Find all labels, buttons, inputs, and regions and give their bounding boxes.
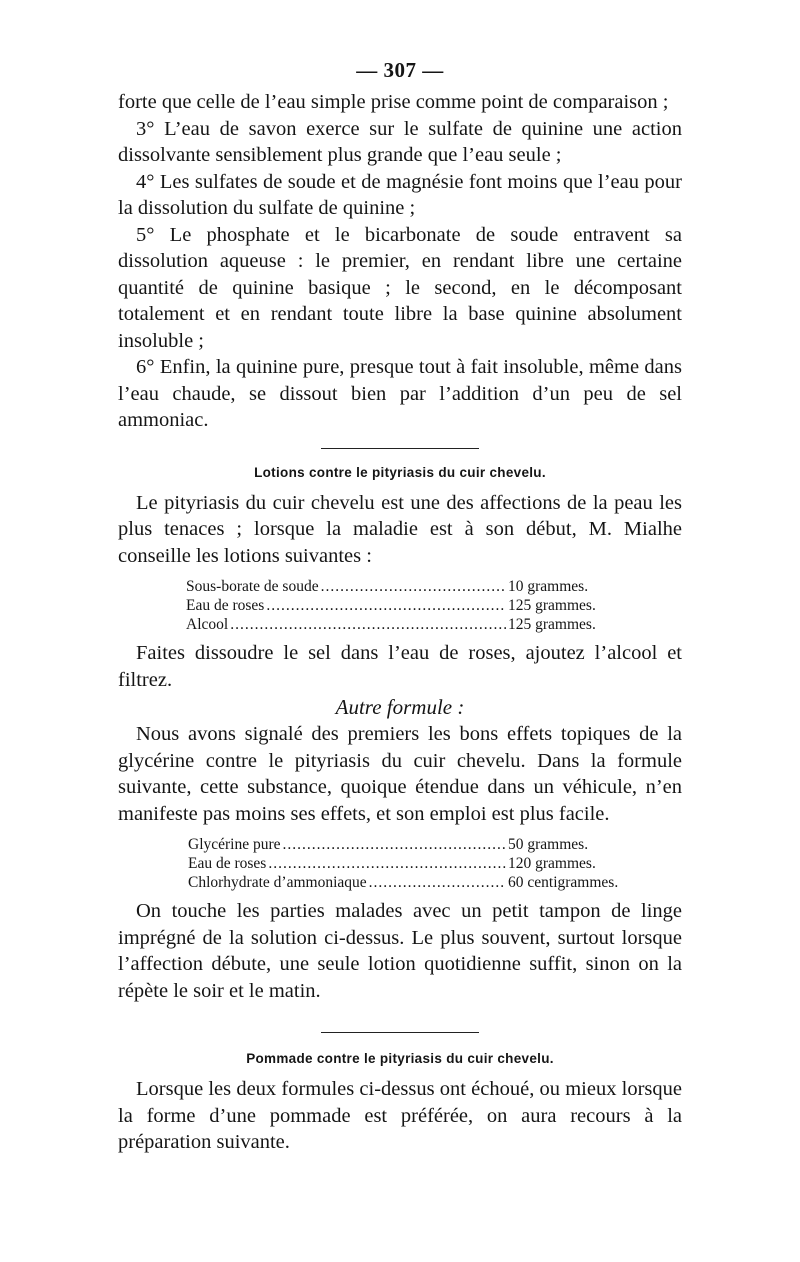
ingredient-name: Glycérine pure	[188, 836, 281, 853]
paragraph: Faites dissoudre le sel dans l’eau de roses, ajoutez l’alcool et filtrez.	[118, 642, 682, 691]
ingredient-name: Chlorhydrate d’ammoniaque	[188, 874, 367, 891]
ingredient-quantity: 50 grammes.	[508, 836, 589, 853]
recipe-row	[186, 615, 626, 634]
paragraph: 6° Enfin, la quinine pure, presque tout à fait insoluble, même dans l’eau chaude, se dissout bien par l’addition d’un peu de sel ammoniac.	[118, 356, 682, 431]
ingredient-quantity: 10 grammes.	[508, 578, 589, 595]
page-number: — 307 —	[356, 58, 444, 82]
recipe-row	[186, 596, 626, 615]
recipe-row	[186, 577, 626, 596]
paragraph: 3° L’eau de savon exerce sur le sulfate de quinine une action dissolvante sensiblement plus grande que l’eau seule ;	[118, 117, 682, 166]
paragraph: On touche les parties malades avec un petit tampon de linge imprégné de la solution ci-dessus. Le plus souvent, surtout lorsque l’affection débute, une seule lotion quotidienne suffit, sinon on la répète le soir et le matin.	[118, 900, 682, 1002]
section-heading: Lotions contre le pityriasis du cuir chevelu.	[254, 464, 546, 480]
ingredient-quantity: 125 grammes.	[508, 616, 596, 633]
paragraph: 4° Les sulfates de soude et de magnésie font moins que l’eau pour la dissolution du sulfate de quinine ;	[118, 170, 682, 219]
ingredient-quantity: 125 grammes.	[508, 597, 596, 614]
recipe-row	[188, 835, 636, 854]
recipe-row	[188, 873, 636, 892]
recipe-row	[188, 854, 636, 873]
ingredient-name: Sous-borate de soude	[186, 578, 319, 595]
ingredient-quantity: 60 centigrammes.	[508, 874, 619, 891]
paragraph: forte que celle de l’eau simple prise comme point de comparaison ;	[118, 91, 669, 113]
page	[118, 58, 682, 1156]
section-heading: Pommade contre le pityriasis du cuir chevelu.	[246, 1051, 554, 1066]
leader-dots	[266, 596, 506, 615]
paragraph: Lorsque les deux formules ci-dessus ont échoué, ou mieux lorsque la forme d’une pommade est préférée, on aura recours à la préparation suivante.	[118, 1078, 682, 1153]
ingredient-name: Eau de roses	[186, 597, 265, 614]
recipe-list	[186, 577, 626, 634]
paragraph: 5° Le phosphate et le bicarbonate de soude entravent sa dissolution aqueuse : le premier, en rendant libre une certaine quantité de quinine basique ; le second, en le décomposant totalement et en rendant toute libre la base quinine absolument insoluble ;	[118, 223, 682, 352]
leader-dots	[268, 854, 506, 873]
leader-dots	[230, 615, 506, 634]
leader-dots	[283, 835, 506, 854]
recipe-list	[188, 835, 636, 892]
ingredient-quantity: 120 grammes.	[508, 855, 596, 872]
section-divider	[321, 448, 479, 449]
paragraph: Le pityriasis du cuir chevelu est une des affections de la peau les plus tenaces ; lorsque la maladie est à son début, M. Mialhe conseille les lotions suivantes :	[118, 491, 682, 567]
leader-dots	[369, 873, 506, 892]
paragraph: Nous avons signalé des premiers les bons effets topiques de la glycérine contre le pityriasis du cuir chevelu. Dans la formule suivante, cette substance, quoique étendue dans un véhicule, n’en manifeste pas moins ses effets, et son emploi est plus facile.	[118, 723, 682, 825]
ingredient-name: Eau de roses	[188, 855, 267, 872]
leader-dots	[321, 577, 506, 596]
subtitle: Autre formule :	[335, 695, 465, 719]
ingredient-name: Alcool	[186, 616, 229, 633]
section-divider	[321, 1032, 479, 1033]
